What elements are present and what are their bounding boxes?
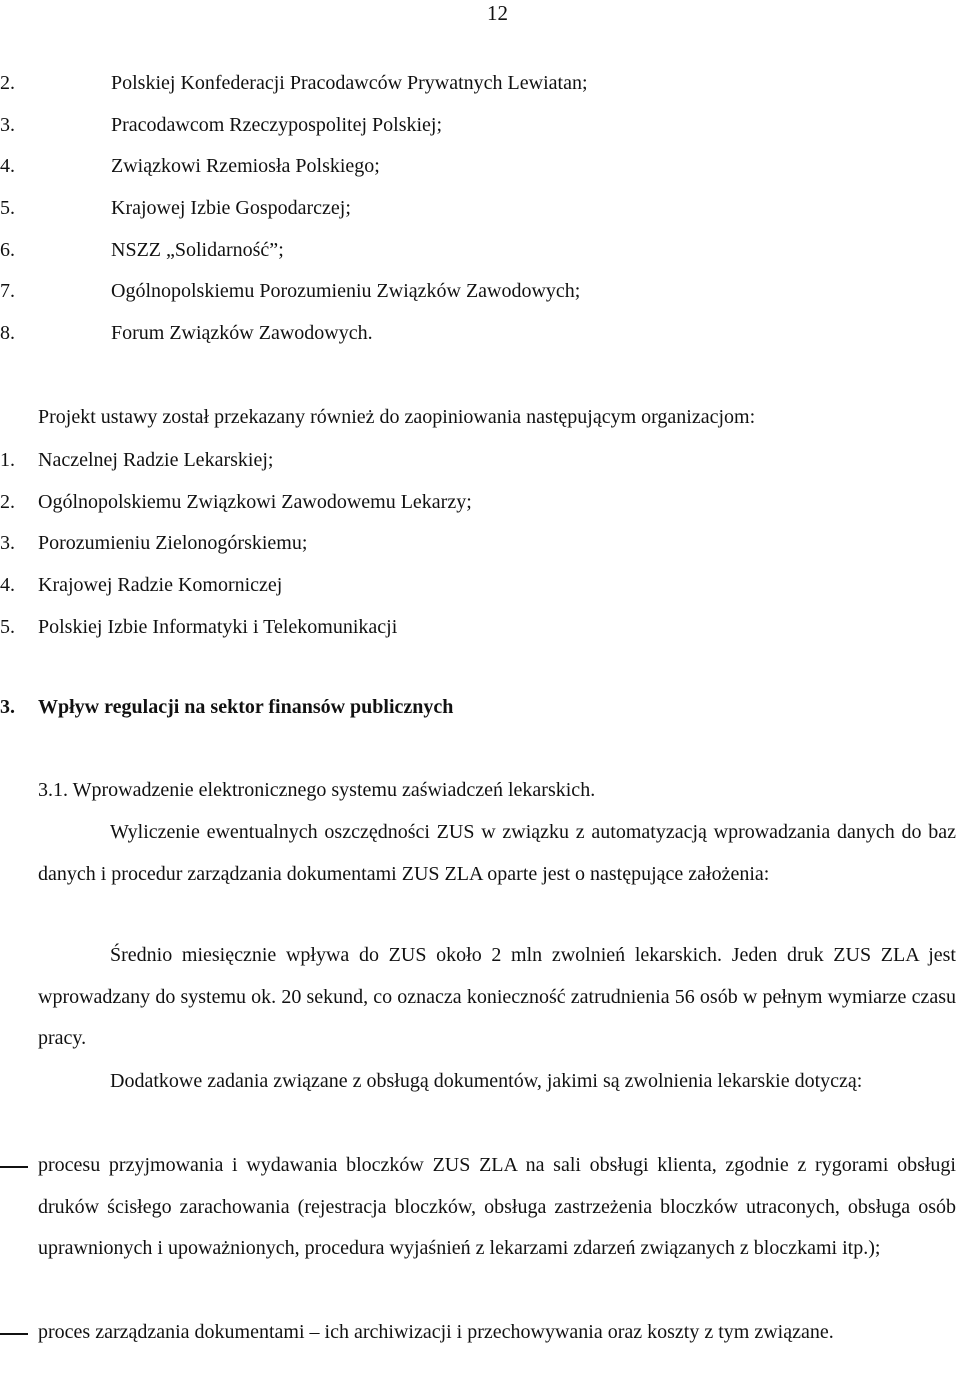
- list-item: [0, 195, 960, 237]
- paragraph: [38, 812, 956, 895]
- list-item-number: 5.: [0, 615, 15, 638]
- paragraph: [38, 1061, 956, 1103]
- list-item: [0, 447, 960, 489]
- page-number: 12: [487, 1, 508, 25]
- list-item-number: 3.: [0, 532, 15, 555]
- list-item-text: Pracodawcom Rzeczypospolitej Polskiej;: [111, 113, 443, 136]
- paragraph: [38, 935, 956, 1060]
- list-item-number: 3.: [0, 113, 15, 136]
- list-item-text: Krajowej Izbie Gospodarczej;: [111, 197, 351, 220]
- consultation-intro: Projekt ustawy został przekazany również do zaopiniowania następującym organizacjom:: [38, 406, 756, 428]
- dash-list-item: [0, 1312, 956, 1354]
- list-item: [0, 70, 960, 112]
- list-item-text: Polskiej Konfederacji Pracodawców Prywatnych Lewiatan;: [111, 72, 588, 94]
- list-item-text: Ogólnopolskiemu Związkowi Zawodowemu Lekarzy;: [38, 490, 472, 513]
- dash-list-item: [0, 1145, 956, 1270]
- list-item-text: Krajowej Radzie Komorniczej: [38, 574, 283, 597]
- list-item: [0, 320, 960, 362]
- dash-list-item-text: procesu przyjmowania i wydawania bloczków ZUS ZLA na sali obsługi klienta, zgodnie z rygorami obsługi druków ścisłego zarachowania (rejestracja bloczków, obsługa zastrzeżenia bloczków utraconych, obsługa osób uprawnionych i upoważnionych, procedura wyjaśnień z lekarzami zdarzeń związanych z bloczkami itp.);: [38, 1154, 956, 1260]
- subsection-heading: 3.1. Wprowadzenie elektronicznego systemu zaświadczeń lekarskich.: [38, 779, 596, 801]
- list-item-number: 4.: [0, 574, 15, 597]
- list-item: [0, 614, 960, 656]
- list-item-text: NSZZ „Solidarność”;: [111, 238, 284, 261]
- organization-list-primary: [0, 70, 960, 362]
- dash-list-item-text: proces zarządzania dokumentami – ich archiwizacji i przechowywania oraz koszty z tym związane.: [38, 1321, 834, 1343]
- section-heading-text: Wpływ regulacji na sektor finansów publicznych: [38, 696, 454, 718]
- list-item-number: 2.: [0, 490, 15, 513]
- list-item-number: 7.: [0, 280, 15, 303]
- paragraph-text: Dodatkowe zadania związane z obsługą dokumentów, jakimi są zwolnienia lekarskie dotyczą:: [110, 1070, 863, 1092]
- list-item: [0, 530, 960, 572]
- list-item-text: Porozumieniu Zielonogórskiemu;: [38, 532, 308, 555]
- list-item-text: Związkowi Rzemiosła Polskiego;: [111, 155, 380, 178]
- list-item: [0, 278, 960, 320]
- list-item-text: Ogólnopolskiemu Porozumieniu Związków Zawodowych;: [111, 280, 581, 303]
- organization-list-consultation: [0, 447, 960, 655]
- list-item-text: Polskiej Izbie Informatyki i Telekomunikacji: [38, 615, 398, 638]
- list-item: [0, 572, 960, 614]
- paragraph-text: Wyliczenie ewentualnych oszczędności ZUS w związku z automatyzacją wprowadzania danych do baz danych i procedur zarządzania dokumentami ZUS ZLA oparte jest o następujące założenia:: [38, 821, 956, 885]
- list-item-number: 4.: [0, 155, 15, 178]
- list-item-number: 1.: [0, 449, 15, 471]
- list-item: [0, 153, 960, 195]
- list-item: [0, 489, 960, 531]
- paragraph-text: Średnio miesięcznie wpływa do ZUS około 2 mln zwolnień lekarskich. Jeden druk ZUS ZLA jest wprowadzany do systemu ok. 20 sekund, co oznacza konieczność zatrudnienia 56 osób w pełnym wymiarze czasu pracy.: [38, 944, 956, 1050]
- section-heading-number: 3.: [0, 696, 15, 718]
- list-item-number: 5.: [0, 197, 15, 220]
- list-item: [0, 237, 960, 279]
- list-item-number: 6.: [0, 238, 15, 261]
- list-item-number: 8.: [0, 322, 15, 345]
- list-item-text: Naczelnej Radzie Lekarskiej;: [38, 449, 274, 471]
- list-item: [0, 112, 960, 154]
- list-item-number: 2.: [0, 72, 15, 94]
- list-item-text: Forum Związków Zawodowych.: [111, 322, 373, 345]
